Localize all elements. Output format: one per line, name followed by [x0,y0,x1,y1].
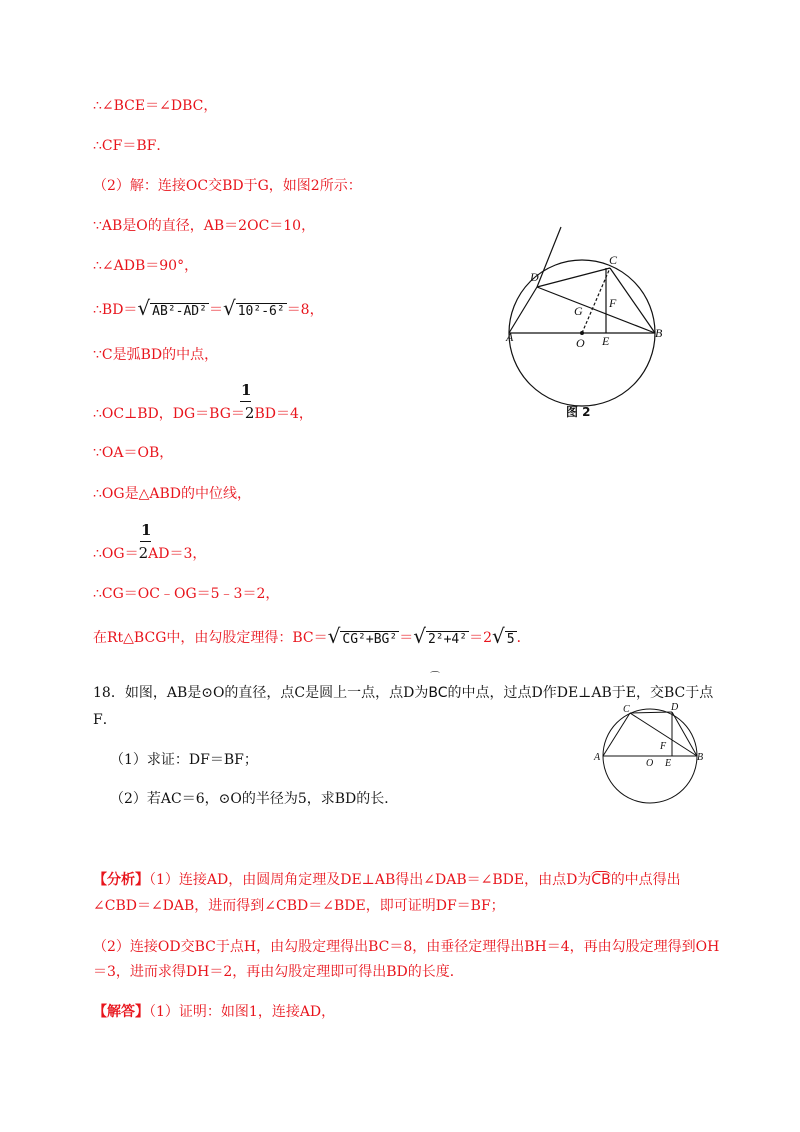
fraction-bar-2 [140,541,151,542]
sqrt-cg-bg: √ CG²+BG² [327,624,398,648]
fig1-label-f: F [660,741,667,752]
fig2-tangent-line [537,227,561,287]
fig2-label-g: G [574,304,583,318]
figure-1-diagram [592,700,712,810]
problem-q1: （1）求证：DF＝BF； [110,752,258,768]
fraction-denominator-2: 2 [138,544,149,562]
fig2-chord-dc [537,268,610,287]
fig2-label-b: B [655,326,663,340]
arc-mark-bc: ⌒ [430,672,440,683]
og-eq-label: ∴OG＝ [93,546,139,562]
eq-sign: ＝ [208,302,223,318]
analysis-tag: 【分析】 [93,872,149,888]
sqrt-5: √ 5 [492,624,515,648]
line-adb-90: ∴∠ADB＝90°， [93,258,199,274]
fig1-chord-ac [603,713,630,756]
line-cf-bf: ∴CF＝BF． [93,138,171,154]
sqrt-ab-ad: √ AB²-AD² [137,296,207,320]
end-period: ． [516,630,531,646]
answer-text: （1）证明：如图1，连接AD， [149,1004,336,1020]
line-ab-diameter: ∵AB是O的直径，AB＝2OC＝10， [93,218,316,234]
problem-stem-part2: 的中点，过点D作DE⊥AB于E，交BC于点 [447,685,714,701]
fig1-label-o: O [646,758,654,769]
answer-line [93,1002,335,1022]
eq-sign-2: ＝ [399,630,414,646]
analysis-p1a: （1）连接AD，由圆周角定理及DE⊥AB得出∠DAB＝∠BDE，由点D为 [149,872,592,888]
fig1-label-e: E [665,758,672,769]
bd-eq-label: ∴BD＝ [93,302,138,318]
line-bc-result [93,626,531,650]
ad-3-text: AD＝3， [148,546,207,562]
problem-stem-part1: 如图，AB是⊙O的直径，点C是圆上一点，点D为 [124,685,429,701]
analysis-line4: ＝3，进而求得DH＝2，再由勾股定理即可得出BD的长度． [93,964,464,980]
fraction-numerator: 1 [241,381,252,399]
problem-number: 18． [93,685,125,701]
fraction-bar [240,401,251,402]
fig2-label-d: D [530,270,539,284]
line-part2-intro: （2）解：连接OC交BD于G，如图2所示： [93,178,362,194]
line-oa-ob: ∵OA＝OB， [93,445,174,461]
oc-perp-text: ∴OC⊥BD，DG＝BG＝ [93,406,245,422]
line-oc-perp-bd [93,403,313,424]
fig2-center-dot [580,331,584,335]
fig1-chord-db [672,712,697,756]
answer-tag: 【解答】 [93,1004,149,1020]
fig2-label-o: O [576,336,585,350]
fig2-chord-db [537,287,655,333]
fig2-label-c: C [609,253,618,267]
fig2-label-f: F [609,296,617,310]
fig2-label-e: E [602,334,610,348]
analysis-line2: ∠CBD＝∠DAB，进而得到∠CBD＝∠BDE，即可证明DF＝BF； [93,898,505,914]
figure-2-diagram [500,225,680,425]
fig1-label-b: B [697,752,704,763]
sqrt-2-4: √ 2²+4² [413,624,468,648]
line-og-3 [93,543,206,564]
line-bd-calc [93,298,324,322]
bd-result: ＝8， [286,302,324,318]
line-og-midline: ∴OG是△ABD的中位线， [93,486,251,502]
fig2-label-a: A [506,330,514,344]
fig2-chord-cb [610,268,655,333]
analysis-p1b: 的中点得出 [610,872,681,888]
line-cg-2: ∴CG＝OC﹣OG＝5﹣3＝2， [93,586,280,602]
line-bce-dbc: ∴∠BCE＝∠DBC， [93,98,218,114]
fig1-chord-cd [630,712,672,713]
line-c-midpoint: ∵C是弧BD的中点， [93,347,219,363]
sqrt-10-6: √ 10²-6² [222,296,285,320]
analysis-line1 [93,870,681,890]
problem-18-line2: F． [93,712,117,728]
bd-4-text: BD＝4， [254,406,313,422]
analysis-arc-cb: CB [591,872,611,888]
analysis-line3: （2）连接OD交BC于点H，由勾股定理得出BC＝8，由垂径定理得出BH＝4，再由勾股定理得到OH [93,939,720,955]
two-coef: ＝2 [469,630,492,646]
fraction-numerator-2: 1 [141,521,152,539]
problem-q2: （2）若AC＝6，⊙O的半径为5，求BD的长． [110,791,399,807]
fig1-label-c: C [623,704,630,715]
fig1-label-d: D [671,702,679,713]
fig2-caption: 图 2 [566,405,591,419]
bc-eq-label: 在Rt△BCG中，由勾股定理得：BC＝ [93,630,328,646]
fig1-label-a: A [594,752,601,763]
fraction-denominator: 2 [244,404,255,422]
problem-arc-bc: BC [428,685,448,701]
